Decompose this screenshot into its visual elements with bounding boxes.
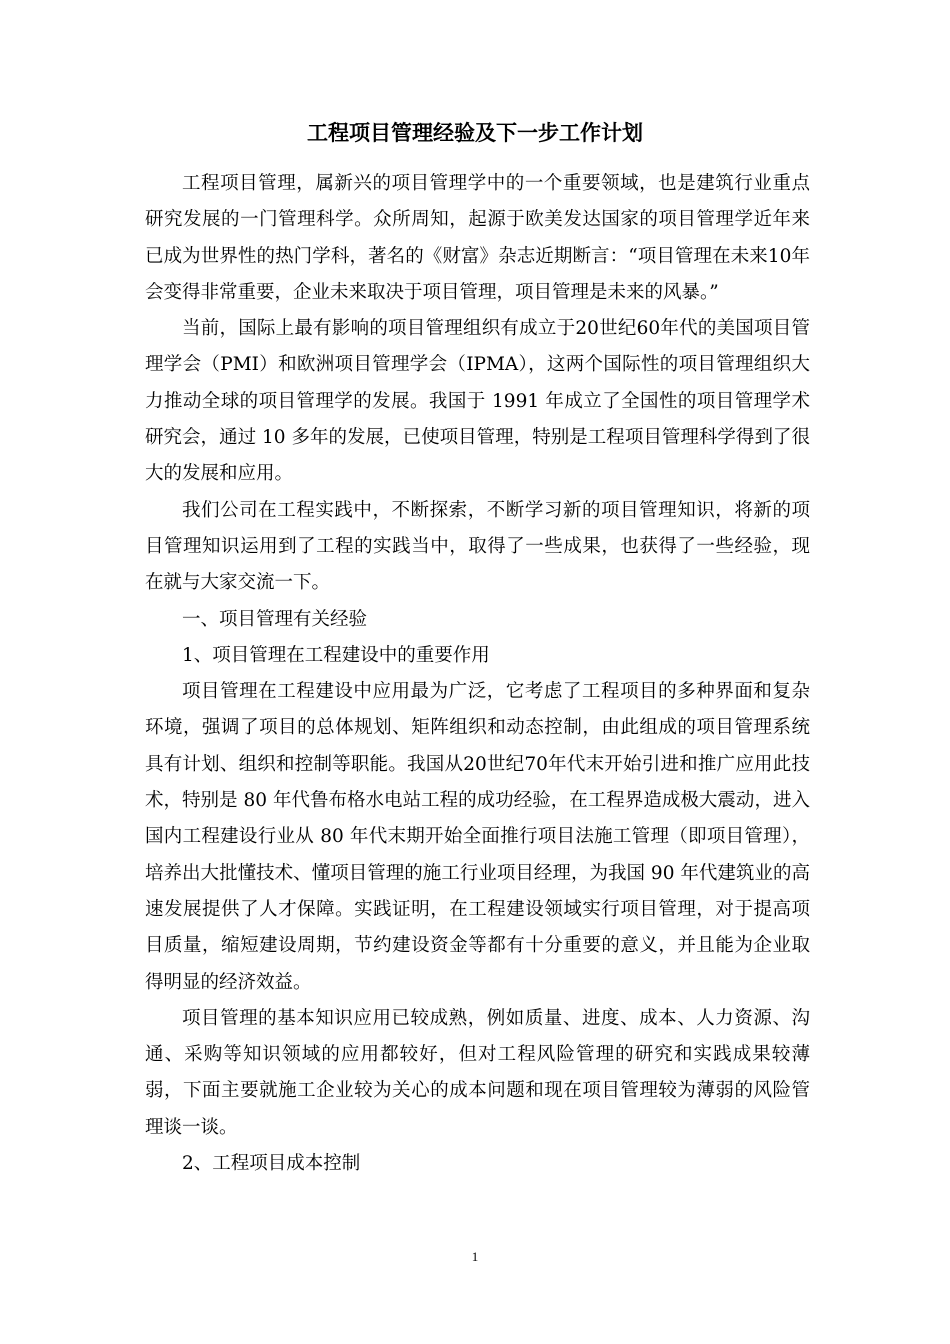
paragraph-organizations: 当前，国际上最有影响的项目管理组织有成立于20世纪60年代的美国项目管理学会（PMI）和欧洲项目管理学会（IPMA），这两个国际性的项目管理组织大力推动全球的项目管理学的发展。我国于 1991 年成立了全国性的项目管理学术研究会，通过 10 多年的发展，已使项目管理，特别是工程项目管理科学得到了很大的发展和应用。	[145, 318, 810, 485]
document-title: 工程项目管理经验及下一步工作计划	[307, 121, 643, 145]
section-heading-experience: 一、项目管理有关经验	[182, 608, 368, 630]
paragraph-knowledge-areas: 项目管理的基本知识应用已较成熟，例如质量、进度、成本、人力资源、沟通、采购等知识领域的应用都较好，但对工程风险管理的研究和实践成果较薄弱，下面主要就施工企业较为关心的成本问题和现在项目管理较为薄弱的风险管理谈一谈。	[145, 1007, 810, 1138]
subsection-heading-cost-control: 2、工程项目成本控制	[182, 1153, 361, 1175]
document-body	[145, 166, 810, 1182]
subsection-heading-importance: 1、项目管理在工程建设中的重要作用	[182, 644, 490, 666]
page-number: 1	[471, 1249, 479, 1264]
paragraph-company-practice: 我们公司在工程实践中，不断探索，不断学习新的项目管理知识，将新的项目管理知识运用到了工程的实践当中，取得了一些成果，也获得了一些经验，现在就与大家交流一下。	[145, 499, 810, 594]
paragraph-importance: 项目管理在工程建设中应用最为广泛，它考虑了工程项目的多种界面和复杂环境，强调了项目的总体规划、矩阵组织和动态控制，由此组成的项目管理系统具有计划、组织和控制等职能。我国从20世纪70年代末开始引进和推广应用此技术，特别是 80 年代鲁布格水电站工程的成功经验，在工程界造成极大震动，进入国内工程建设行业从 80 年代末期开始全面推行项目法施工管理（即项目管理），培养出大批懂技术、懂项目管理的施工行业项目经理，为我国 90 年代建筑业的高速发展提供了人才保障。实践证明，在工程建设领域实行项目管理，对于提高项目质量，缩短建设周期，节约建设资金等都有十分重要的意义，并且能为企业取得明显的经济效益。	[145, 681, 810, 993]
paragraph-intro: 工程项目管理，属新兴的项目管理学中的一个重要领域，也是建筑行业重点研究发展的一门管理科学。众所周知，起源于欧美发达国家的项目管理学近年来已成为世界性的热门学科，著名的《财富》杂志近期断言：“项目管理在未来10年会变得非常重要，企业未来取决于项目管理，项目管理是未来的风暴。”	[145, 173, 810, 303]
